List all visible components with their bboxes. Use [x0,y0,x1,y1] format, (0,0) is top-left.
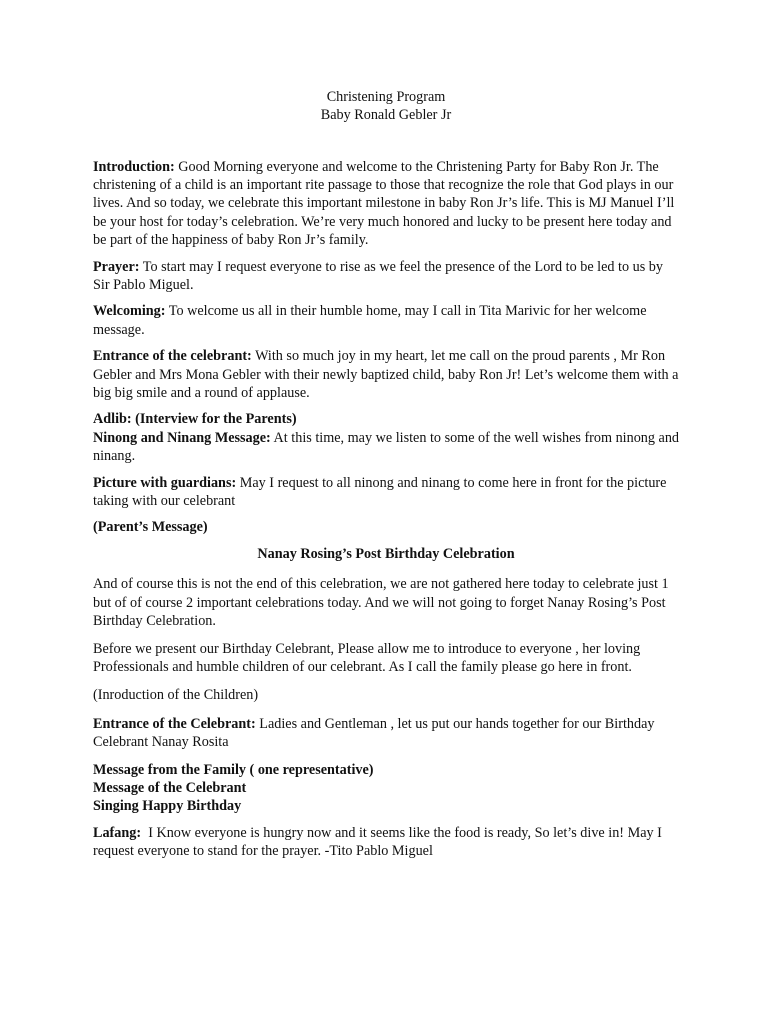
section-parents-message [93,518,679,536]
document-page [93,88,679,869]
section-text: To start may I request everyone to rise as we feel the presence of the Lord to be led to us by Sir Pablo Miguel. [93,258,663,293]
section-text: Ladies and Gentleman , let us put our hands together for our Birthday Celebrant Nanay Rosita [93,715,655,750]
section-text: To welcome us all in their humble home, may I call in Tita Marivic for her welcome message. [93,303,647,338]
section-text: May I request to all ninong and ninang to come here in front for the picture taking with our celebrant [93,474,667,509]
section-label: Adlib: (Interview for the Parents) [93,411,297,428]
list-item-singing-birthday: Singing Happy Birthday [93,798,242,815]
section-welcoming [93,302,679,338]
section-label: Prayer: [93,258,140,275]
section-label: Introduction: [93,159,175,175]
section-label: Ninong and Ninang Message: [93,429,271,446]
section-picture-guardians [93,474,679,510]
section-text: I Know everyone is hungry now and it seems like the food is ready, So let’s dive in! May I request everyone to stand for the prayer. -Tito Pablo Miguel [93,825,666,860]
section-entrance-birthday-celebrant [93,715,679,751]
section-ninong-ninang [93,429,679,465]
section-prayer [93,258,679,294]
section-heading-birthday: Nanay Rosing’s Post Birthday Celebration [257,546,515,563]
paragraph-introduction-children: (Inroduction of the Children) [93,687,259,704]
section-text: With so much joy in my heart, let me call on the proud parents , Mr Ron Gebler and Mrs Mona Gebler with their newly baptized child, baby Ron Jr! Let’s welcome them with a big big smile and a round of applause. [93,348,679,401]
section-label: Entrance of the celebrant: [93,348,252,365]
section-label: Lafang: [93,825,142,842]
document-title: Christening Program [326,89,446,105]
section-entrance-celebrant [93,347,679,402]
section-introduction [93,158,679,249]
section-label: (Parent’s Message) [93,519,208,536]
list-item-message-celebrant: Message of the Celebrant [93,780,247,797]
list-item-message-family: Message from the Family ( one representative) [93,761,374,778]
section-label: Entrance of the Celebrant: [93,715,256,732]
section-label: Welcoming: [93,303,166,320]
section-lafang [93,824,679,860]
paragraph-introduce: Before we present our Birthday Celebrant, Please allow me to introduce to everyone , her loving Professionals and humble children of our celebrant. As I call the family please go here in front. [93,640,641,676]
section-adlib [93,410,679,428]
title-block [93,88,679,124]
section-text: At this time, may we listen to some of the well wishes from ninong and ninang. [93,429,680,464]
paragraph-celebration: And of course this is not the end of this celebration, we are not gathered here today to celebrate just 1 but of of course 2 important celebrations today. And we will not going to forget Nanay Rosing’s Post Birthday Celebration. [93,576,669,629]
section-label: Picture with guardians: [93,474,237,491]
section-text: Good Morning everyone and welcome to the Christening Party for Baby Ron Jr. The christening of a child is an important rite passage to those that recognize the role that God plays in our lives. And so today, we celebrate this important milestone in baby Ron Jr’s life. This is MJ Manuel I’ll be your host for today’s celebration. We’re very much honored and lucky to be present here today and be part of the happiness of baby Ron Jr’s family. [93,159,675,248]
document-subtitle: Baby Ronald Gebler Jr [320,107,452,123]
